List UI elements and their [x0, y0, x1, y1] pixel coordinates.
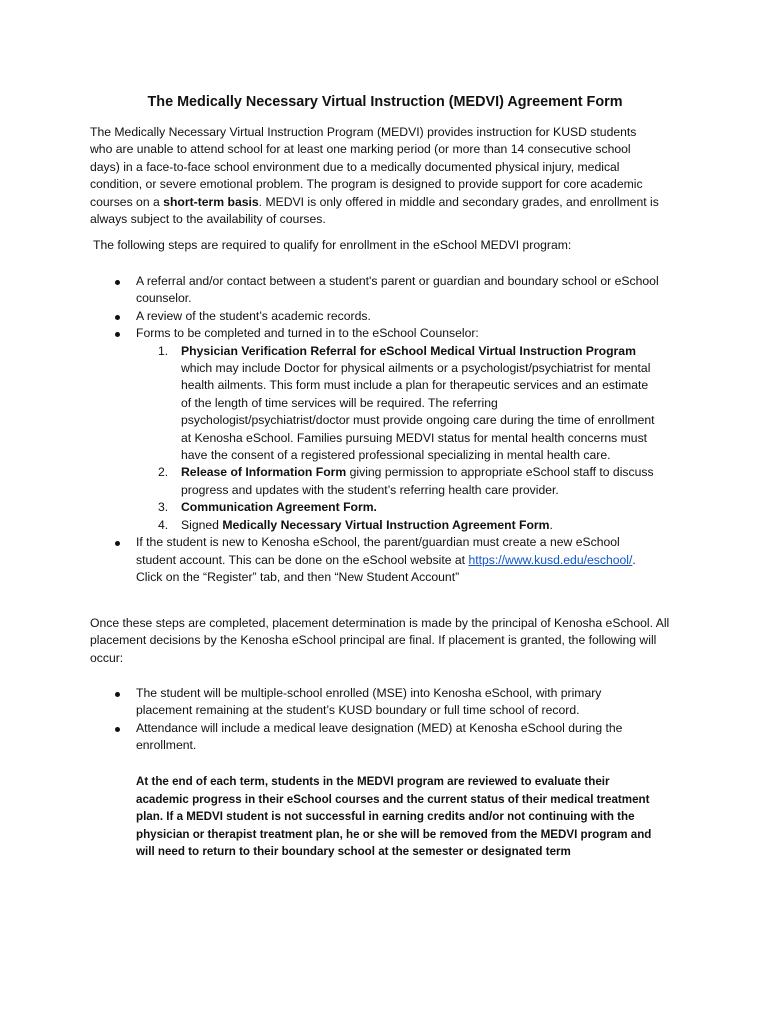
bullet-icon [115, 692, 120, 697]
form-item-description: giving permission to appropriate eSchool staff to discuss progress and updates with the student’s referring health care provider. [181, 465, 654, 497]
form-item-name: Physician Verification Referral for eSchool Medical Virtual Instruction Program [181, 343, 636, 358]
list-item [90, 720, 660, 755]
new-student-text-1: If the student is new to Kenosha eSchool, the parent/guardian must create a new eSchool student account. This can be done on the eSchool website at [136, 535, 620, 567]
placement-outcomes-list [90, 685, 660, 755]
list-item [90, 534, 660, 586]
term-review-note: At the end of each term, students in the MEDVI program are reviewed to evaluate their academic progress in their eSchool courses and the current status of their medical treatment plan. If a MEDVI student is not successful in earning credits and/or not continuing with the physician or therapist treatment plan, he or she will be removed from the MEDVI program and will need to return to their boundary school at the semester or designated term [136, 775, 652, 859]
list-item-text: Forms to be completed and turned in to the eSchool Counselor: [136, 326, 479, 341]
list-item [90, 685, 660, 720]
new-student-text-2: . Click on the “Register” tab, and then “New Student Account” [136, 552, 636, 584]
bullet-icon [115, 280, 120, 285]
list-item-text: A review of the student’s academic records. [136, 308, 371, 323]
intro-text-1: The Medically Necessary Virtual Instruction Program (MEDVI) provides instruction for KUSD students who are unable to attend school for at least one marking period (or more than 14 consecutive school days) in a face-to-face school environment due to a medically documented physical injury, medical condition, or severe emotional problem. The program is designed to provide support for core academic courses on a [90, 125, 643, 209]
list-item [90, 308, 660, 325]
eschool-website-link[interactable]: https://www.kusd.edu/eschool/ [468, 552, 633, 567]
form-item-prefix: Signed [181, 517, 223, 532]
form-item-name: Communication Agreement Form. [181, 500, 377, 515]
form-item [136, 343, 660, 465]
form-item-number: 1. [158, 343, 169, 358]
closing-paragraph: Once these steps are completed, placement determination is made by the principal of Kenosha eSchool. All placement decisions by the Kenosha eSchool principal are final. If placement is granted, the following will occur: [90, 616, 670, 665]
list-item-text: The student will be multiple-school enrolled (MSE) into Kenosha eSchool, with primary placement remaining at the student’s KUSD boundary or full time school of record. [136, 686, 602, 718]
requirements-list [90, 273, 660, 586]
intro-paragraph [90, 124, 662, 228]
form-item-number: 4. [158, 517, 169, 532]
bullet-icon [115, 315, 120, 320]
form-item-description: . [549, 517, 553, 532]
form-item-number: 2. [158, 465, 169, 480]
steps-intro-paragraph: The following steps are required to qualify for enrollment in the eSchool MEDVI program: [93, 238, 572, 252]
form-item [136, 464, 660, 499]
form-item-name: Release of Information Form [181, 465, 347, 480]
list-item [90, 325, 660, 534]
intro-bold-text: short-term basis [163, 194, 259, 209]
intro-text-2: . MEDVI is only offered in middle and secondary grades, and enrollment is always subject to the availability of courses. [90, 194, 659, 227]
form-item-description: which may include Doctor for physical ailments or a psychologist/psychiatrist for mental health ailments. This form must include a plan for therapeutic services and an estimate of the length of time services will be required. The referring psychologist/psychiatrist/doctor must provide ongoing care during the time of enrollment at Kenosha eSchool. Families pursuing MEDVI status for mental health concerns must have the consent of a registered professional specializing in mental health care. [181, 361, 655, 463]
form-item [136, 517, 660, 534]
list-item-text: Attendance will include a medical leave designation (MED) at Kenosha eSchool during the enrollment. [136, 720, 623, 753]
form-item [136, 499, 660, 516]
form-item-name: Medically Necessary Virtual Instruction Agreement Form [222, 517, 550, 532]
document-title: The Medically Necessary Virtual Instruction (MEDVI) Agreement Form [147, 94, 623, 110]
list-item [90, 273, 660, 308]
form-item-number: 3. [158, 500, 169, 515]
bullet-icon [115, 727, 120, 732]
bullet-icon [115, 332, 120, 337]
list-item-text: A referral and/or contact between a student's parent or guardian and boundary school or eSchool counselor. [136, 274, 659, 306]
bullet-icon [115, 541, 120, 546]
forms-list [136, 343, 660, 534]
